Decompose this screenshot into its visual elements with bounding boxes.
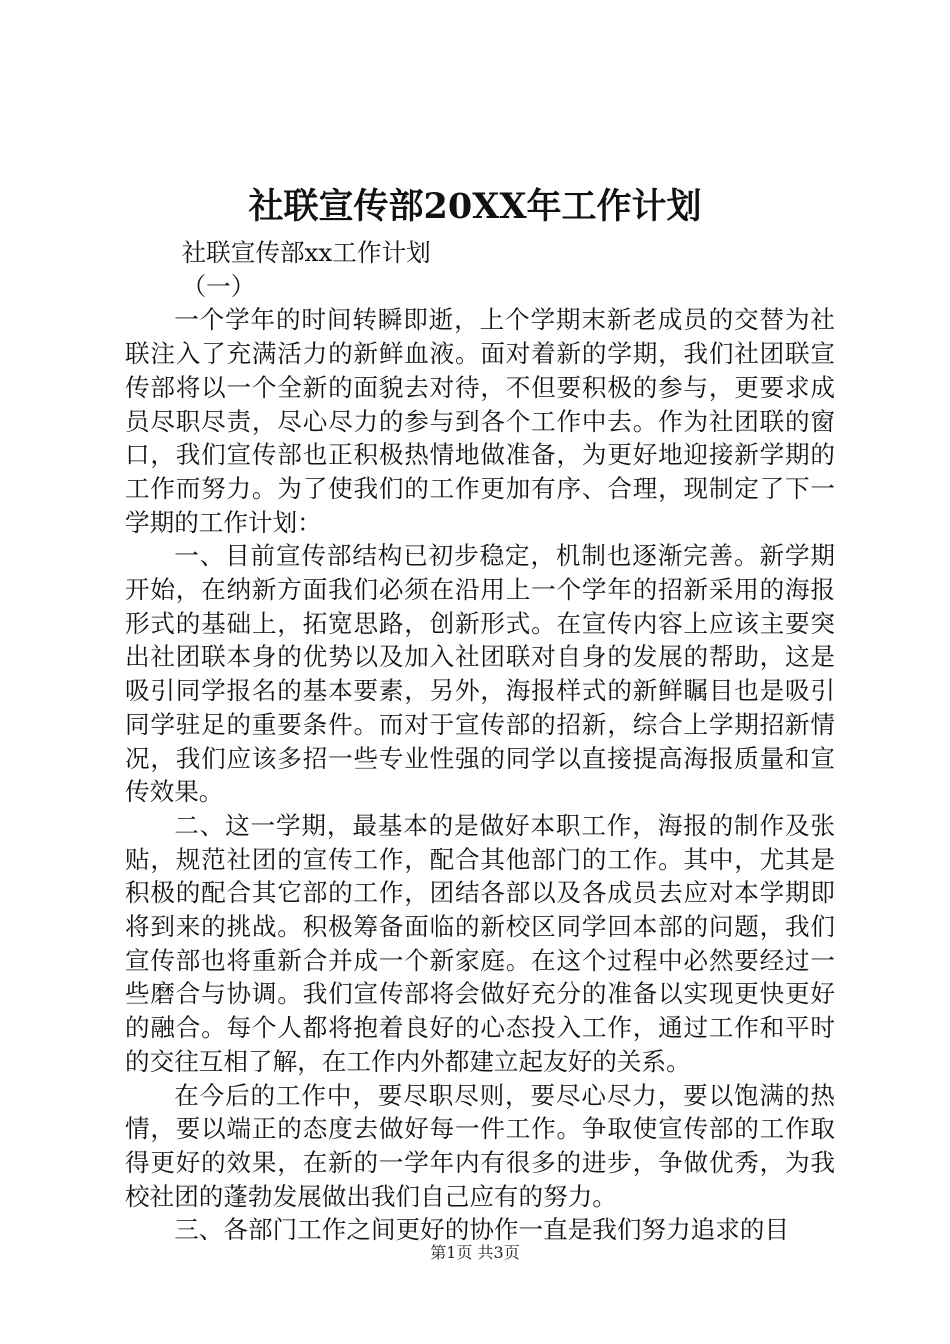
subtitle-paragraph: 社联宣传部xx工作计划 bbox=[181, 238, 431, 267]
document-title: 社联宣传部20XX年工作计划 bbox=[248, 186, 702, 227]
body-paragraph: 一个学年的时间转瞬即逝，上个学期末新老成员的交替为社联注入了充满活力的新鲜血液。面对着新的学期，我们社团联宣传部将以一个全新的面貌去对待，不但要积极的参与，更要求成员尽职尽责，尽心尽力的参与到各个工作中去。作为社团联的窗口，我们宣传部也正积极热情地做准备，为更好地迎接新学期的工作而努力。为了使我们的工作更加有序、合理，现制定了下一学期的工作计划： bbox=[125, 305, 835, 537]
body-paragraph: 在今后的工作中，要尽职尽则，要尽心尽力，要以饱满的热情，要以端正的态度去做好每一件工作。争取使宣传部的工作取得更好的效果，在新的一学年内有很多的进步，争做优秀，为我校社团的蓬勃发展做出我们自己应有的努力。 bbox=[125, 1080, 835, 1211]
body-paragraph: 二、这一学期，最基本的是做好本职工作，海报的制作及张贴，规范社团的宣传工作，配合其他部门的工作。其中，尤其是积极的配合其它部的工作，团结各部以及各成员去应对本学期即将到来的挑战。积极筹备面临的新校区同学回本部的问题，我们宣传部也将重新合并成一个新家庭。在这个过程中必然要经过一些磨合与协调。我们宣传部将会做好充分的准备以实现更快更好的融合。每个人都将抱着良好的心态投入工作，通过工作和平时的交往互相了解，在工作内外都建立起友好的关系。 bbox=[125, 810, 835, 1076]
body-paragraph: 三、各部门工作之间更好的协作一直是我们努力追求的目 bbox=[174, 1215, 790, 1245]
section-marker: （一） bbox=[181, 271, 256, 301]
document-body bbox=[125, 236, 835, 1247]
page-footer: 第1页 共3页 bbox=[430, 1243, 520, 1262]
body-paragraph: 一、目前宣传部结构已初步稳定，机制也逐渐完善。新学期开始，在纳新方面我们必须在沿用上一个学年的招新采用的海报形式的基础上，拓宽思路，创新形式。在宣传内容上应该主要突出社团联本身的优势以及加入社团联对自身的发展的帮助，这是吸引同学报名的基本要素，另外，海报样式的新鲜瞩目也是吸引同学驻足的重要条件。而对于宣传部的招新，综合上学期招新情况，我们应该多招一些专业性强的同学以直接提高海报质量和宣传效果。 bbox=[125, 541, 835, 807]
